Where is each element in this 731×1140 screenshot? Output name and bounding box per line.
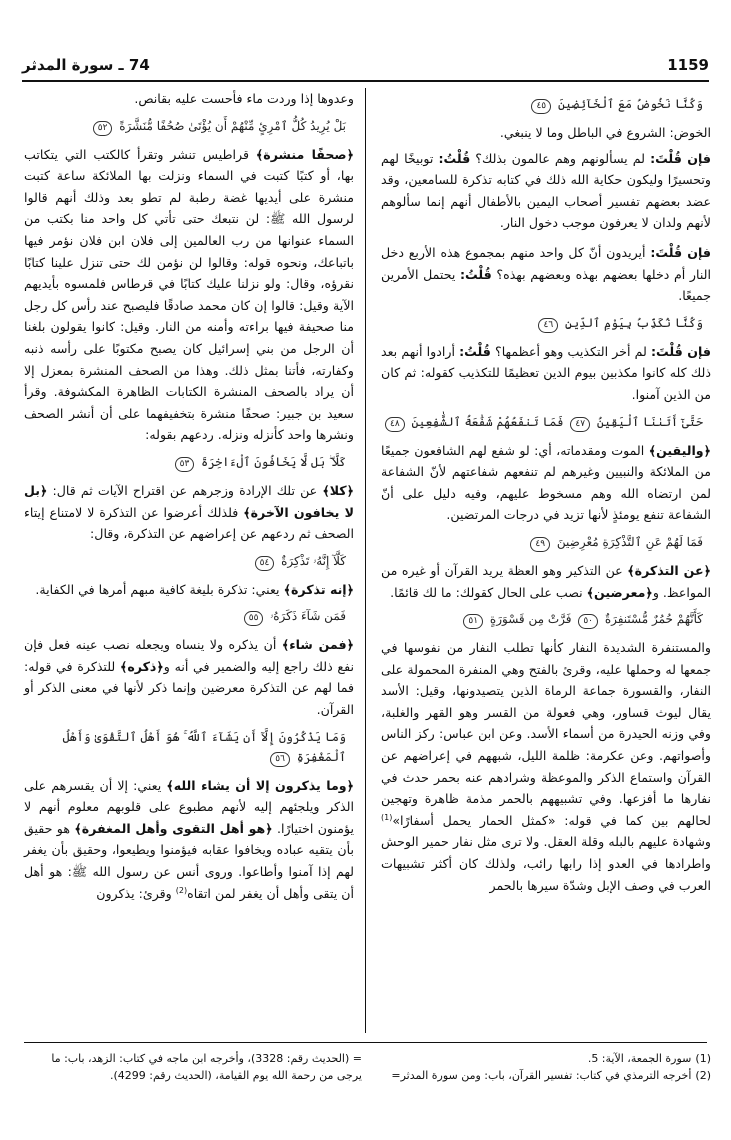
answer-label: قُلْتُ: (438, 150, 471, 166)
answer-text: أرادوا أنهم بعد ذلك كله كانوا مكذبين بيوم الدين تعظيمًا للتكذيب كقوله: ثم كان من الذين آمنوا. (381, 343, 711, 402)
question-label: فإن قُلْتَ: (650, 244, 711, 260)
paragraph-text: يعني: إلا أن يقسرهم على الذكر ويلجئهم إليه لأنهم مطبوع على قلوبهم معلوم أنهم لا يؤمنون اختيارًا. (24, 777, 354, 836)
footnote-ref[interactable]: (1) (381, 812, 393, 822)
quran-verse (381, 313, 703, 333)
quoted-term: ﴿وما يذكرون إلا أن يشاء الله﴾ (166, 777, 354, 793)
verse-number: ٤٥ (531, 99, 551, 114)
paragraph (24, 634, 354, 720)
paragraph (381, 341, 711, 406)
verse-number: ٥٣ (175, 457, 195, 472)
footnote (24, 1050, 362, 1067)
paragraph (381, 148, 711, 234)
column-divider (365, 88, 366, 1033)
verse-number: ٤٦ (538, 318, 558, 333)
question-label: فإن قُلْتَ: (650, 343, 711, 359)
verse-number: ٥٢ (93, 121, 113, 136)
verse-number: ٤٧ (570, 417, 590, 432)
paragraph: وعدوها إذا وردت ماء فأحست عليه بقانص. (134, 91, 354, 106)
left-column (24, 88, 354, 908)
quoted-term: ﴿إنه تذكرة﴾ (283, 581, 354, 597)
quoted-term: ﴿فمن شاء﴾ (281, 637, 354, 653)
verse-number: ٥٦ (270, 752, 290, 767)
paragraph (24, 579, 354, 601)
paragraph-text: وشهادة عليهم بالبله وقلة العقل. ولا ترى مثل نفار حمير الوحش واطرادها في العدو إذا رابها رائب، ولذلك كان أكثر تشبيهات العرب في وصف الإبل وشدّة سيرها بالحمر (381, 834, 711, 893)
footnotes-left (24, 1050, 362, 1084)
paragraph-text: هو حقيق بأن يتقيه عباده ويخافوا عقابه فيؤمنوا ويطيعوا، وحقيق بأن يغفر لهم إذا آمنوا وأطاعوا. وروى أنس عن رسول الله ﷺ: هو أهل أن يتقى وأهل أن يغفر لمن اتقاه (24, 820, 354, 901)
verse-number: ٥٥ (244, 611, 264, 626)
paragraph (24, 144, 354, 446)
quoted-term: ﴿كلا﴾ (322, 482, 354, 498)
quran-verse (24, 551, 346, 571)
footnote-ref[interactable]: (2) (175, 885, 188, 895)
verse-number: ٥١ (463, 614, 483, 629)
question-label: فإن قُلْتَ: (650, 150, 711, 166)
footnote-rule (24, 1042, 707, 1043)
paragraph (381, 242, 711, 307)
chapter-title: 74 ـ سورة المدثر (22, 56, 150, 74)
quran-verse (24, 727, 346, 767)
quran-verse (381, 412, 703, 432)
quoted-term: ﴿صحفًا منشرة﴾ (255, 146, 354, 162)
verse-text: كَأَنَّهُمْ حُمُرٌ مُّسْتَنفِرَةٌ (604, 612, 703, 627)
continuation-mark: = (391, 1069, 401, 1082)
paragraph (24, 775, 354, 905)
footnote: يرجى من رحمة الله يوم القيامة، (الحديث رقم: 4299). (109, 1069, 362, 1082)
paragraph (24, 480, 354, 545)
paragraph-text: عن التذكير وهو العظة يريد القرآن أو غيره من المواعظ. و (381, 562, 711, 600)
verse-text: كَلَّا ۖ بَل لَّا يَخَافُونَ ٱلْءَاخِرَةَ (201, 454, 346, 469)
answer-label: قُلْتُ: (460, 266, 492, 282)
quoted-term: ﴿معرضين﴾ (586, 584, 653, 600)
verse-number: ٤٩ (530, 537, 550, 552)
quran-verse (381, 609, 703, 629)
quran-verse (24, 452, 346, 472)
quoted-term: ﴿ذكره﴾ (119, 658, 164, 674)
header-rule (22, 80, 709, 82)
verse-text: كَلَّآ إِنَّهُۥ تَذْكِرَةٌ (281, 553, 346, 568)
paragraph: الخوض: الشروع في الباطل وما لا ينبغي. (499, 125, 711, 140)
right-column (381, 88, 711, 900)
footnote-number: (2) (695, 1069, 711, 1082)
footnote-text: أخرجه الترمذي في كتاب: تفسير القرآن، باب: ومن سورة المدثر (400, 1069, 692, 1082)
verse-text: فَمَا لَهُمْ عَنِ ٱلتَّذْكِرَةِ مُعْرِضِينَ (556, 534, 703, 549)
page-number: 1159 (667, 56, 709, 74)
footnote (381, 1050, 711, 1067)
footnote-number: (1) (695, 1052, 711, 1065)
paragraph-text: نصب على الحال كقولك: ما لك قائمًا. (390, 584, 583, 600)
verse-text: فَمَن شَآءَ ذَكَرَهُۥ (270, 609, 346, 624)
paragraph (381, 440, 711, 526)
quran-verse (381, 94, 703, 114)
verse-number: ٤٨ (385, 417, 405, 432)
quran-verse (24, 116, 346, 136)
running-header (22, 56, 709, 78)
quran-verse (24, 606, 346, 626)
quran-verse (381, 532, 703, 552)
continuation-mark: = (352, 1052, 362, 1065)
footnote-text: (الحديث رقم: 3328)، وأخرجه ابن ماجه في كتاب: الزهد، باب: ما (51, 1052, 350, 1065)
verse-text: وَكُنَّا نُكَذِّبُ بِيَوْمِ ٱلدِّينِ (564, 315, 703, 330)
quoted-term: ﴿واليقين﴾ (648, 442, 711, 458)
paragraph-text: والمستنفرة الشديدة النفار كأنها تطلب النفار من نفوسها في جمعها له وحملها عليه، وقرئ بالفتح وهي المنفرة المحمولة على النفار، والقسورة جماعة الرماة الذين يتصيدونها، وقيل: الأسد يقال ليوث قساور، وهي فعولة من القسر وهو القهر والغلبة، وفي وزنه الحيدرة من أسماء الأسد. وعن ابن عباس: ركز الناس وأصواتهم. وعن عكرمة: ظلمة الليل، شبههم في إعراضهم عن القرآن واستماع الذكر والموعظة وشرادهم عنه بحمر حدث في نفارها ما أفزعها. وفي تشبيههم بالحمر مذمة ظاهرة وتهجين لحالهم بين كما في قوله: «كمثل الحمار يحمل أسفارًا» (381, 640, 711, 828)
verse-text: فَرَّتْ مِن قَسْوَرَةٍ (489, 612, 572, 627)
paragraph-text: أن يذكره ولا ينساه ويجعله نصب عينه فعل فإن نفع ذلك راجع إليه والضمير في أنه و (24, 637, 354, 674)
question-text: أيريدون أنّ كل واحد منهم بمجموع هذه الأربع دخل النار أم دخلها بعضهم بهذه وبعضهم بهذه؟ (381, 244, 711, 282)
answer-text: يحتمل الأمرين جميعًا. (381, 266, 711, 304)
paragraph-text: فلذلك أعرضوا عن التذكرة لا لامتناع إيتاء الصحف ثم ردعهم عن إعراضهم عن التذكرة، وقال: (24, 504, 354, 542)
answer-label: قُلْتُ: (459, 343, 491, 359)
verse-number: ٥٤ (255, 556, 275, 571)
quoted-term: ﴿هو أهل التقوى وأهل المغفرة﴾ (74, 820, 273, 836)
verse-text: وَمَا يَذْكُرُونَ إِلَّآ أَن يَشَآءَ ٱللَّهُ ۚ هُوَ أَهْلُ ٱلتَّقْوَىٰ وَأَهْلُ ٱلْمَغْفِرَةِ (62, 729, 346, 764)
footnote (381, 1067, 711, 1084)
paragraph (381, 637, 711, 896)
paragraph-text: للتذكرة في قوله: فما لهم عن التذكرة معرضين وإنما ذكر لأنها في معنى الذكر أو القرآن. (24, 658, 354, 718)
question-text: لم يسألونهم وهم عالمون بذلك؟ (475, 150, 645, 166)
quoted-term: ﴿بل لا يخافون الآخرة﴾ (24, 482, 354, 520)
question-text: لم أخر التكذيب وهو أعظمها؟ (495, 343, 647, 359)
verse-number: ٥٠ (578, 614, 598, 629)
quoted-term: ﴿عن التذكرة﴾ (627, 562, 711, 578)
paragraph-text: قراطيس تنشر وتقرأ كالكتب التي يتكاتب بها، أو كتبًا كتبت في السماء ونزلت بها الملائكة ساعة كتبت منشرة على أيديها غضة رطبة لم تطو بعد وذلك أنهم قالوا لرسول الله ﷺ: لن نتبعك حتى تأتي كل واحد منا بكتب من السماء عنوانها من رب العالمين إلى فلان ابن فلان نؤمر فيها باتباعك، ونحوه قوله: وقالوا لن نؤمن لك حتى تنزل علينا كتابًا نقرؤه، وقال: ولو نزلنا عليك كتابًا في قرطاس فلمسوه بأيديهم الآية وقيل: قالوا إن كان محمد صادقًا فليصبح عند رأس كل رجل منا صحيفة فيها براءته وأمنه من النار. وقيل: كانوا يقولون بلغنا أن الرجل من بني إسرائيل كان يصبح مكتوبًا على رأسه ذنبه وكفارته، فأتنا بمثل ذلك. وهذا من الصحف المنشرة بمعزل إلا أن يراد بالصحف المنشرة الكتابات الظاهرة المكشوفة. وقرأ سعيد بن جبير: صحفًا منشرة بتخفيفهما على أن أنشر الصحف ونشرها واحد كأنزله ونزله. ردعهم بقوله: (24, 146, 354, 443)
footnotes-right (381, 1050, 711, 1084)
paragraph-text: وقرئ: يذكرون (96, 885, 172, 901)
footnote-text: سورة الجمعة، الآية: 5. (587, 1052, 692, 1065)
verse-text: حَتَّىٰٓ أَتَىٰنَا ٱلْيَقِينُ (596, 414, 703, 429)
paragraph-text: يعني: تذكرة بليغة كافية مبهم أمرها في الكفاية. (35, 581, 280, 597)
paragraph (381, 560, 711, 603)
answer-text: توبيخًا لهم وتحسيرًا وليكون حكاية الله ذلك في كتابه تذكرة للسامعين، وقد عضد بعضهم تفسير أصحاب اليمين بالأطفال أنهم إنما سألوهم لأنهم ولدان لا يعرفون موجب دخول النار. (381, 150, 711, 231)
paragraph-text: عن تلك الإرادة وزجرهم عن اقتراح الآيات ثم قال: (52, 482, 318, 498)
verse-text: وَكُنَّا نَخُوضُ مَعَ ٱلْخَآئِضِينَ (557, 97, 703, 111)
verse-text: بَلْ يُرِيدُ كُلُّ ٱمْرِئٍ مِّنْهُمْ أَن يُؤْتَىٰ صُحُفًا مُّنَشَّرَةً (119, 118, 346, 133)
paragraph-text: الموت ومقدماته، أي: لو شفع لهم الشافعون جميعًا من الملائكة والنبيين وغيرهم لم تنفعهم شفاعتهم لأنّ الشفاعة لمن ارتضاه الله وهم مسخوط عليهم، وفيه دليل على أنّ الشفاعة تنفع يومئذٍ لأنها تزيد في درجات المرتضين. (381, 442, 711, 523)
verse-text: فَمَا تَنفَعُهُمْ شَفَٰعَةُ ٱلشَّٰفِعِينَ (411, 414, 564, 429)
